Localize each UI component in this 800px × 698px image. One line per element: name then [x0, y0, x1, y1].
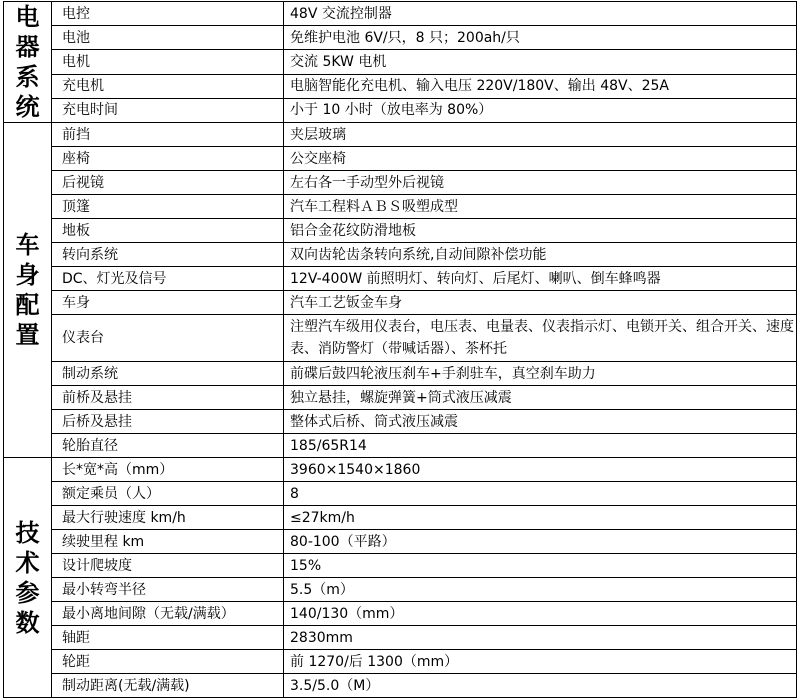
spec-label: 额定乘员（人）	[52, 482, 284, 506]
spec-label: 电池	[52, 26, 284, 50]
table-row	[4, 171, 797, 195]
spec-value: 公交座椅	[284, 147, 797, 171]
spec-value: 5.5（m）	[284, 578, 797, 602]
spec-label: 前挡	[52, 123, 284, 147]
table-row	[4, 26, 797, 50]
spec-value: 双向齿轮齿条转向系统,自动间隙补偿功能	[284, 243, 797, 267]
group-cell-body-configuration	[4, 123, 52, 458]
spec-value: 汽车工艺钣金车身	[284, 291, 797, 315]
table-row	[4, 386, 797, 410]
spec-value: 汽车工程料ＡＢＳ吸塑成型	[284, 195, 797, 219]
spec-label: 最小转弯半径	[52, 578, 284, 602]
spec-value: 整体式后桥、筒式液压减震	[284, 410, 797, 434]
spec-label: 制动系统	[52, 362, 284, 386]
spec-value: 注塑汽车级用仪表台，电压表、电量表、仪表指示灯、电锁开关、组合开关、速度表、消防警灯（带喊话器）、茶杯托	[284, 315, 797, 362]
table-row	[4, 219, 797, 243]
spec-label: 后桥及悬挂	[52, 410, 284, 434]
table-row	[4, 147, 797, 171]
spec-label: 设计爬坡度	[52, 554, 284, 578]
table-row	[4, 434, 797, 458]
spec-label: 地板	[52, 219, 284, 243]
table-row	[4, 650, 797, 674]
spec-value: 电脑智能化充电机、输入电压 220V/180V、输出 48V、25A	[284, 74, 797, 98]
spec-label: 续驶里程 km	[52, 530, 284, 554]
spec-label: 座椅	[52, 147, 284, 171]
table-row	[4, 458, 797, 482]
spec-label: 轴距	[52, 626, 284, 650]
table-row	[4, 482, 797, 506]
spec-table	[3, 1, 797, 698]
table-row	[4, 602, 797, 626]
spec-label: 电控	[52, 2, 284, 26]
spec-table-body	[4, 2, 797, 698]
table-row	[4, 506, 797, 530]
table-row	[4, 50, 797, 74]
spec-label: 最小离地间隙（无载/满载）	[52, 602, 284, 626]
spec-value: 免维护电池 6V/只，8 只；200ah/只	[284, 26, 797, 50]
spec-value: 8	[284, 482, 797, 506]
spec-label: 电机	[52, 50, 284, 74]
table-row	[4, 410, 797, 434]
table-row	[4, 626, 797, 650]
spec-value: 3.5/5.0（M）	[284, 674, 797, 698]
spec-value: ≤27km/h	[284, 506, 797, 530]
table-row	[4, 530, 797, 554]
table-row	[4, 123, 797, 147]
spec-label: 长*宽*高（mm）	[52, 458, 284, 482]
spec-label: 制动距离(无载/满载)	[52, 674, 284, 698]
spec-label: 充电时间	[52, 98, 284, 122]
table-row	[4, 98, 797, 122]
table-row	[4, 243, 797, 267]
table-row	[4, 578, 797, 602]
group-title: 车身配置	[15, 231, 40, 349]
table-row	[4, 554, 797, 578]
spec-value: 交流 5KW 电机	[284, 50, 797, 74]
group-cell-electrical-system	[4, 2, 52, 123]
spec-label: 仪表台	[52, 315, 284, 362]
spec-value: 3960×1540×1860	[284, 458, 797, 482]
group-cell-technical-parameters	[4, 458, 52, 698]
spec-label: 轮胎直径	[52, 434, 284, 458]
spec-value: 独立悬挂，螺旋弹簧+筒式液压减震	[284, 386, 797, 410]
spec-label: 顶篷	[52, 195, 284, 219]
table-row	[4, 195, 797, 219]
spec-value: 小于 10 小时（放电率为 80%）	[284, 98, 797, 122]
table-row	[4, 291, 797, 315]
spec-value: 48V 交流控制器	[284, 2, 797, 26]
spec-value: 80-100（平路）	[284, 530, 797, 554]
table-row	[4, 674, 797, 698]
spec-value: 15%	[284, 554, 797, 578]
spec-label: 轮距	[52, 650, 284, 674]
spec-value: 185/65R14	[284, 434, 797, 458]
table-row	[4, 2, 797, 26]
spec-value: 左右各一手动型外后视镜	[284, 171, 797, 195]
spec-value: 前碟后鼓四轮液压刹车+手刹驻车，真空刹车助力	[284, 362, 797, 386]
spec-label: 车身	[52, 291, 284, 315]
table-row	[4, 362, 797, 386]
spec-value: 前 1270/后 1300（mm）	[284, 650, 797, 674]
spec-label: 最大行驶速度 km/h	[52, 506, 284, 530]
group-title: 电器系统	[15, 3, 40, 121]
spec-label: 前桥及悬挂	[52, 386, 284, 410]
spec-label: 充电机	[52, 74, 284, 98]
table-row	[4, 74, 797, 98]
spec-label: 转向系统	[52, 243, 284, 267]
table-row	[4, 315, 797, 362]
spec-label: 后视镜	[52, 171, 284, 195]
spec-value: 12V-400W 前照明灯、转向灯、后尾灯、喇叭、倒车蜂鸣器	[284, 267, 797, 291]
spec-label: DC、灯光及信号	[52, 267, 284, 291]
table-row	[4, 267, 797, 291]
spec-value: 铝合金花纹防滑地板	[284, 219, 797, 243]
spec-value: 2830mm	[284, 626, 797, 650]
spec-value: 夹层玻璃	[284, 123, 797, 147]
group-title: 技术参数	[15, 518, 40, 637]
spec-value: 140/130（mm）	[284, 602, 797, 626]
